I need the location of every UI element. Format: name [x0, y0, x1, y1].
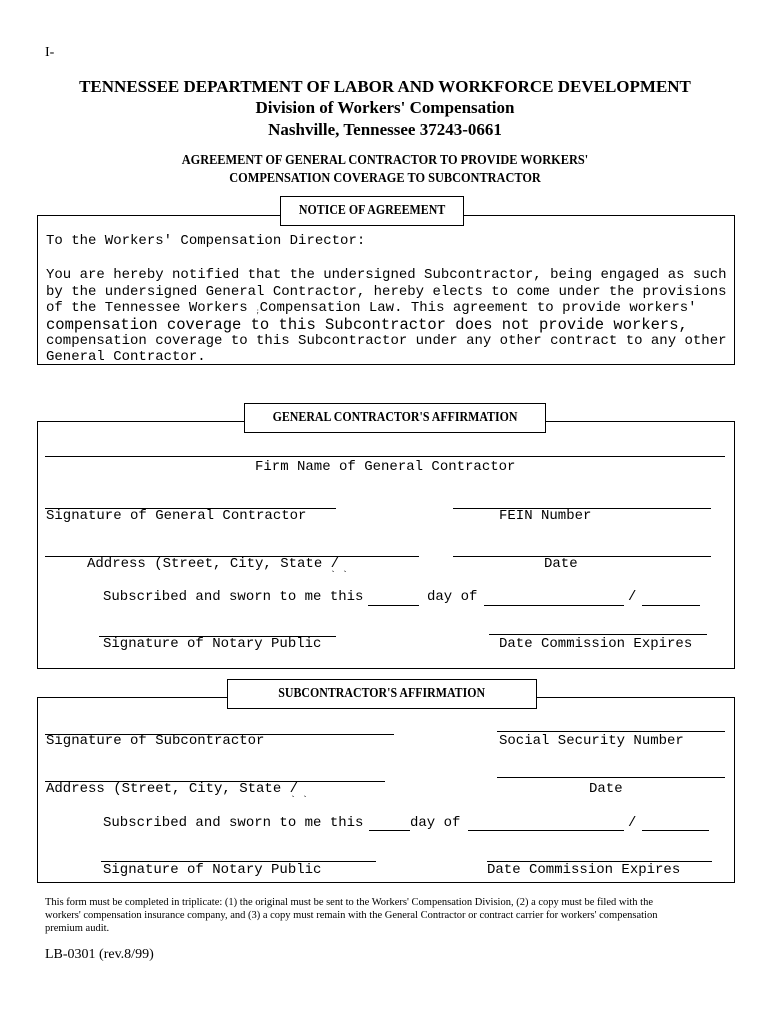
sub-sworn-label: Subscribed and sworn to me this: [103, 815, 364, 831]
ssn-label: Social Security Number: [499, 733, 684, 749]
agreement-title-line2: COMPENSATION COVERAGE TO SUBCONTRACTOR: [229, 171, 541, 186]
sub-sworn-month-line[interactable]: [468, 830, 624, 831]
firm-name-line[interactable]: [45, 456, 725, 457]
sub-date-line[interactable]: [497, 777, 725, 778]
notice-salutation: To the Workers' Compensation Director:: [46, 233, 366, 249]
general-contractor-tab: GENERAL CONTRACTOR'S AFFIRMATION: [244, 403, 546, 433]
gc-notary-label: Signature of Notary Public: [103, 636, 322, 652]
triplicate-note: This form must be completed in triplicate: (1) the original must be sent to the Workers' Compensation Division, (2) a copy must be filed with the workers' compensation insurance company, and (3) a copy must remain with the General Contractor or contract carrier for workers' compensation premium audit.: [45, 897, 658, 934]
notice-line-3: of the Tennessee Workers ;Compensation Law. This agreement to provide workers': [46, 300, 697, 316]
notice-line-6: General Contractor.: [46, 349, 206, 365]
sub-signature-label: Signature of Subcontractor: [46, 733, 265, 749]
gc-sworn-label: Subscribed and sworn to me this: [103, 589, 364, 605]
sub-notary-label: Signature of Notary Public: [103, 862, 322, 878]
sub-date-label: Date: [589, 781, 623, 797]
gc-date-label: Date: [544, 556, 578, 572]
sub-commission-label: Date Commission Expires: [487, 862, 681, 878]
gc-slash: /: [628, 589, 637, 605]
gc-address-marks: ` `: [330, 571, 349, 582]
sub-sworn-day-line[interactable]: [369, 830, 410, 831]
gc-sworn-day-line[interactable]: [368, 605, 419, 606]
fein-label: FEIN Number: [499, 508, 592, 524]
corner-mark: I-: [45, 45, 55, 60]
sub-address-marks: ` `: [290, 796, 309, 807]
sub-slash: /: [628, 815, 637, 831]
gc-commission-line[interactable]: [489, 634, 707, 635]
ssn-line[interactable]: [497, 731, 725, 732]
agreement-title-line1: AGREEMENT OF GENERAL CONTRACTOR TO PROVIDE WORKERS': [181, 153, 589, 168]
notice-line-1: You are hereby notified that the undersigned Subcontractor, being engaged as such: [46, 267, 727, 283]
firm-name-label: Firm Name of General Contractor: [255, 459, 516, 475]
gc-sworn-year-line[interactable]: [642, 605, 700, 606]
sub-address-label: Address (Street, City, State /: [46, 781, 299, 797]
gc-signature-label: Signature of General Contractor: [46, 508, 307, 524]
notice-line-2: by the undersigned General Contractor, hereby elects to come under the provisions: [46, 284, 727, 300]
subcontractor-tab: SUBCONTRACTOR'S AFFIRMATION: [227, 679, 537, 709]
notice-line-4: compensation coverage to this Subcontractor does not provide workers,: [46, 316, 688, 334]
sub-day-of-label: day of: [410, 815, 461, 831]
notice-tab: NOTICE OF AGREEMENT: [280, 196, 464, 226]
gc-address-label: Address (Street, City, State /: [87, 556, 340, 572]
notice-line-5: compensation coverage to this Subcontractor under any other contract to any other: [46, 333, 727, 349]
gc-sworn-month-line[interactable]: [484, 605, 624, 606]
gc-commission-label: Date Commission Expires: [499, 636, 693, 652]
sub-sworn-year-line[interactable]: [642, 830, 709, 831]
gc-day-of-label: day of: [427, 589, 478, 605]
department-title: TENNESSEE DEPARTMENT OF LABOR AND WORKFORCE DEVELOPMENT: [79, 77, 691, 96]
gc-date-line[interactable]: [453, 556, 711, 557]
form-number: LB-0301 (rev.8/99): [45, 947, 154, 962]
office-address: Nashville, Tennessee 37243-0661: [268, 120, 502, 139]
division-title: Division of Workers' Compensation: [255, 98, 515, 117]
